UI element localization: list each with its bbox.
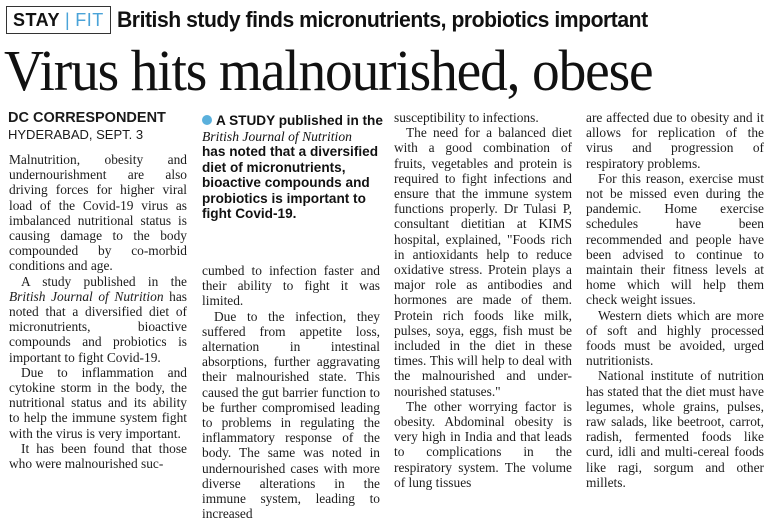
- journal-name: British Journal of Nutrition: [9, 288, 164, 304]
- paragraph: For this reason, exercise must not be missed even during the pandemic. Home exercise schedules have been recommended and people have been advised to continue to maintain their fitness levels at home which will help them check weight issues.: [586, 170, 764, 308]
- pull-quote-text1: published in the: [274, 113, 383, 128]
- kicker-headline: British study finds micronutrients, probiotics important: [116, 7, 648, 32]
- bullet-icon: [202, 115, 212, 125]
- paragraph-text: A study published in the: [21, 273, 187, 289]
- paragraph: Due to inflammation and cytokine storm in the body, the nutritional status and its ability to help the immune system fight with the virus is very important.: [9, 364, 187, 441]
- pull-quote: [202, 113, 387, 222]
- article-column-2: [202, 263, 380, 521]
- article-column-4: [586, 110, 764, 490]
- kicker-bar: [6, 4, 766, 36]
- section-tag: [6, 6, 111, 34]
- article-column-3: [394, 110, 572, 490]
- paragraph: The other worrying factor is obesity. Abdominal obesity is very high in India and that leads to complications in the respiratory system. The volume of lung tissues: [394, 398, 572, 490]
- pull-quote-lead: A STUDY: [216, 113, 275, 128]
- article-column-1: [9, 152, 187, 471]
- byline-author: DC CORRESPONDENT: [8, 110, 166, 126]
- section-label: STAY: [13, 9, 61, 30]
- page-title: Virus hits malnourished, obese: [4, 38, 653, 103]
- paragraph: cumbed to infection faster and their ability to fight it was limited.: [202, 263, 380, 309]
- paragraph: Western diets which are more of soft and highly processed foods must be avoided, urged nutritionists.: [586, 307, 764, 369]
- paragraph: susceptibility to infections.: [394, 110, 539, 125]
- paragraph: [9, 274, 187, 365]
- byline: [8, 110, 198, 143]
- paragraph: Due to the infection, they suffered from appetite loss, alternation in intestinal absorptions, further aggravating their malnourished state. This caused the gut barrier function to be further compromised leading to problems in regulating the inflammatory response of the body. The same was noted in undernourished cases with more diverse alterations in the immune system, leading to increased: [202, 308, 380, 521]
- paragraph: It has been found that those who were malnourished suc-: [9, 440, 187, 472]
- byline-dateline: HYDERABAD, SEPT. 3: [8, 127, 144, 142]
- pull-quote-journal: British Journal of Nutrition: [202, 128, 352, 144]
- paragraph-text: has noted that a diversified diet of micronutrients, bioactive compounds and probiotics is important to fight Covid-19.: [9, 288, 187, 365]
- section-separator: |: [65, 9, 71, 30]
- pull-quote-text2: has noted that a diversified diet of micronutrients, bioactive compounds and probiotics is important to fight Covid-19.: [202, 144, 379, 221]
- paragraph: The need for a balanced diet with a good combination of fruits, vegetables and protein is required to fight infections and ensure that the immune system functions properly. Dr Tulasi P, consultant dietitian at KIMS hospital, explained, "Foods rich in antioxidants help to reduce oxidative stress. Protein plays a major role as antibodies and hormones are made of them. Protein rich foods like milk, pulses, soya, eggs, fish must be included in the diet in these times. This will help to deal with the malnourished and under-nourished statuses.": [394, 125, 572, 399]
- paragraph: National institute of nutrition has stated that the diet must have legumes, whole grains, pulses, raw salads, like beetroot, carrot, radish, fermented foods like curd, idli and multi-cereal foods like ragi, sorgum and other millets.: [586, 368, 764, 490]
- paragraph: are affected due to obesity and it allows for replication of the virus and progression of respiratory problems.: [586, 110, 764, 171]
- paragraph: Malnutrition, obesity and undernourishment are also driving forces for higher viral load of the Covid-19 virus as imbalanced nutritional status is causing damage to the body compounded by co-morbid conditions and age.: [9, 152, 187, 274]
- subsection-label: FIT: [75, 9, 104, 30]
